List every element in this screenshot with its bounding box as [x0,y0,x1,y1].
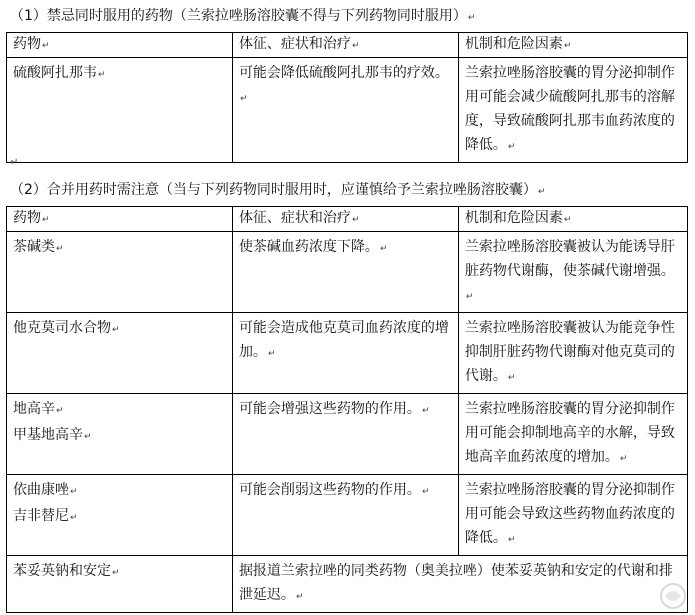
table-row [7,58,688,163]
mechanism-cell: 兰索拉唑肠溶胶囊被认为能诱导肝脏药物代谢酶，使茶碱代谢增强。↵ [458,232,687,313]
drug-cell: 依曲康唑↵ 吉非替尼↵ [7,475,233,556]
column-header-effect: 体征、症状和治疗↵ [232,33,458,58]
drug-cell: 地高辛↵ 甲基地高辛↵ [7,394,233,475]
column-header-mechanism: 机制和危险因素↵ [458,33,687,58]
effect-cell: 可能会增强这些药物的作用。↵ [232,394,458,475]
column-header-drug: 药物↵ [7,33,233,58]
effect-cell: 可能会造成他克莫司血药浓度的增加。↵ [232,313,458,394]
contraindicated-drugs-table [6,32,688,163]
table-row [7,394,688,475]
table-row [7,313,688,394]
mechanism-cell: 兰索拉唑肠溶胶囊的胃分泌抑制作用可能会导致这些药物血药浓度的降低。↵ [458,475,687,556]
drug-cell: 苯妥英钠和安定↵ [7,556,233,613]
column-header-drug: 药物↵ [7,207,233,232]
section-1-heading-text: （1）禁忌同时服用的药物（兰索拉唑肠溶胶囊不得与下列药物同时服用） [10,8,467,24]
table-row [7,556,688,613]
drug-cell: 茶碱类↵ [7,232,233,313]
column-header-effect: 体征、症状和治疗↵ [232,207,458,232]
section-1-heading [10,6,475,28]
column-header-mechanism: 机制和危险因素↵ [458,207,687,232]
section-2-heading [10,180,545,202]
mechanism-cell: 兰索拉唑肠溶胶囊的胃分泌抑制作用可能会减少硫酸阿扎那韦的溶解度，导致硫酸阿扎那韦血药浓度的降低。↵ [458,58,687,163]
table-row [7,475,688,556]
merged-note-cell: 据报道兰索拉唑的同类药物（奥美拉唑）使苯妥英钠和安定的代谢和排泄延迟。↵ [232,556,687,613]
section-2-heading-text: （2）合并用药时需注意（当与下列药物同时服用时，应谨慎给予兰索拉唑肠溶胶囊） [10,182,537,198]
mechanism-cell: 兰索拉唑肠溶胶囊的胃分泌抑制作用可能会抑制地高辛的水解，导致地高辛血药浓度的增加。↵ [458,394,687,475]
drug-cell: 硫酸阿扎那韦↵ [7,58,233,163]
effect-cell: 使茶碱血药浓度下降。↵ [232,232,458,313]
effect-cell: 可能会削弱这些药物的作用。↵ [232,475,458,556]
empty-paragraph-mark: ↵ [10,157,19,168]
mechanism-cell: 兰索拉唑肠溶胶囊被认为能竞争性抑制肝脏药物代谢酶对他克莫司的代谢。↵ [458,313,687,394]
drug-cell: 他克莫司水合物↵ [7,313,233,394]
table-row [7,232,688,313]
paragraph-mark: ↵ [467,13,476,23]
watermark-logo-icon [655,581,691,611]
caution-drugs-table [6,206,688,613]
table-header-row [7,33,688,58]
paragraph-mark: ↵ [537,187,546,197]
effect-cell: 可能会降低硫酸阿扎那韦的疗效。↵ [232,58,458,163]
table-header-row [7,207,688,232]
